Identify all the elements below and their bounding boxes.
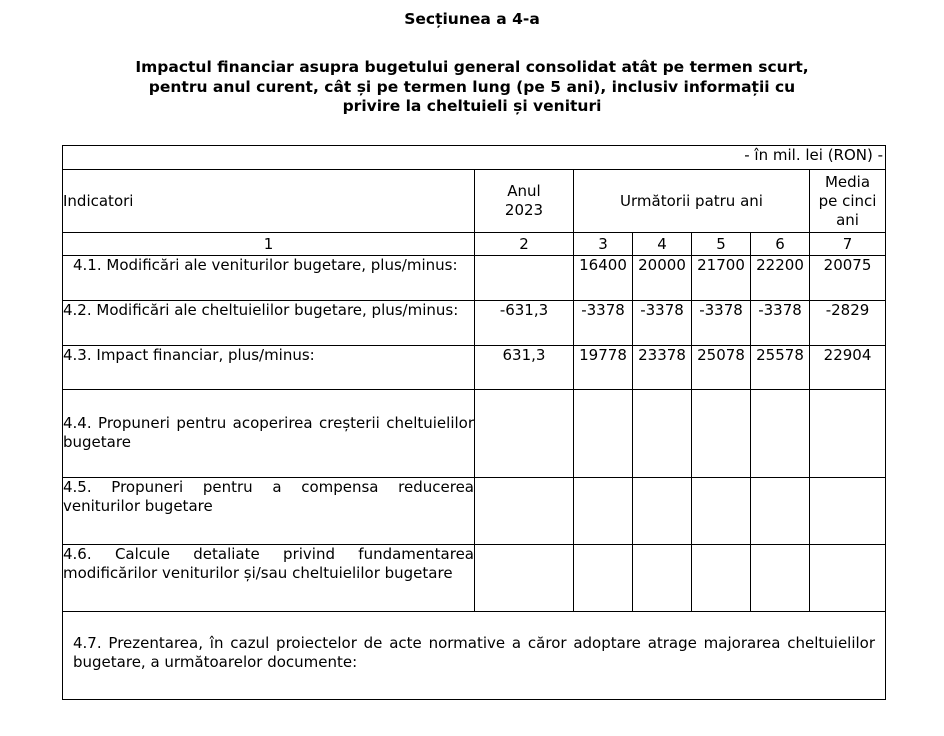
row-value bbox=[574, 478, 633, 545]
row-value bbox=[751, 545, 810, 612]
column-number-row bbox=[63, 233, 886, 256]
row-value bbox=[475, 256, 574, 301]
row-value: 21700 bbox=[692, 256, 751, 301]
row-label: 4.6. Calcule detaliate privind fundamentarea modificărilor veniturilor și/sau cheltuielilor bugetare bbox=[63, 545, 475, 612]
section-title: Secțiunea a 4-a bbox=[404, 10, 540, 28]
row-value bbox=[633, 545, 692, 612]
row-value: 20000 bbox=[633, 256, 692, 301]
heading-line-2: pentru anul curent, cât și pe termen lung (pe 5 ani), inclusiv informații cu bbox=[148, 77, 796, 96]
note-row bbox=[63, 612, 886, 700]
table-row bbox=[63, 301, 886, 346]
row-label: 4.4. Propuneri pentru acoperirea creșterii cheltuielilor bugetare bbox=[63, 390, 475, 478]
col-number: 1 bbox=[63, 233, 475, 256]
row-value bbox=[692, 545, 751, 612]
row-value bbox=[475, 478, 574, 545]
col-number: 5 bbox=[692, 233, 751, 256]
col-number: 2 bbox=[475, 233, 574, 256]
row-value bbox=[475, 545, 574, 612]
row-value: 16400 bbox=[574, 256, 633, 301]
header-media-line1: Media bbox=[824, 172, 871, 191]
header-media bbox=[810, 170, 886, 233]
unit-row bbox=[63, 146, 886, 170]
row-label: 4.3. Impact financiar, plus/minus: bbox=[63, 346, 475, 390]
row-value bbox=[633, 390, 692, 478]
row-value bbox=[810, 545, 886, 612]
documents-note: 4.7. Prezentarea, în cazul proiectelor de acte normative a căror adoptare atrage majorarea cheltuielilor bugetare, a următoarelor documente: bbox=[63, 612, 886, 700]
row-value: 25578 bbox=[751, 346, 810, 390]
row-value bbox=[692, 390, 751, 478]
row-value bbox=[751, 390, 810, 478]
row-value bbox=[475, 390, 574, 478]
header-media-line2: pe cinci bbox=[818, 191, 877, 210]
row-value: 19778 bbox=[574, 346, 633, 390]
table-row bbox=[63, 256, 886, 301]
row-value bbox=[810, 478, 886, 545]
row-value: -631,3 bbox=[475, 301, 574, 346]
row-value: -2829 bbox=[810, 301, 886, 346]
row-value: 25078 bbox=[692, 346, 751, 390]
row-value bbox=[810, 390, 886, 478]
col-number: 4 bbox=[633, 233, 692, 256]
col-number: 7 bbox=[810, 233, 886, 256]
row-value: -3378 bbox=[751, 301, 810, 346]
row-value: -3378 bbox=[692, 301, 751, 346]
row-value: -3378 bbox=[574, 301, 633, 346]
col-number: 6 bbox=[751, 233, 810, 256]
row-value bbox=[574, 545, 633, 612]
row-label: 4.5. Propuneri pentru a compensa reducerea veniturilor bugetare bbox=[63, 478, 475, 545]
header-row bbox=[63, 170, 886, 233]
table-row bbox=[63, 390, 886, 478]
row-value bbox=[574, 390, 633, 478]
header-media-line3: ani bbox=[836, 210, 859, 229]
row-value: 23378 bbox=[633, 346, 692, 390]
col-number: 3 bbox=[574, 233, 633, 256]
heading-line-3: privire la cheltuieli și venituri bbox=[342, 97, 602, 115]
heading-line-1: Impactul financiar asupra bugetului general consolidat atât pe termen scurt, bbox=[135, 58, 809, 76]
header-anul-line1: Anul bbox=[507, 182, 541, 200]
row-label: 4.1. Modificări ale veniturilor bugetare, plus/minus: bbox=[63, 256, 475, 301]
row-value: 20075 bbox=[810, 256, 886, 301]
table-row bbox=[63, 346, 886, 390]
row-value bbox=[633, 478, 692, 545]
header-urmatorii: Următorii patru ani bbox=[574, 170, 810, 233]
row-label: 4.2. Modificări ale cheltuielilor bugetare, plus/minus: bbox=[63, 301, 475, 346]
unit-label: - în mil. lei (RON) - bbox=[63, 146, 886, 170]
financial-impact-table bbox=[62, 145, 886, 700]
row-value bbox=[692, 478, 751, 545]
row-value bbox=[751, 478, 810, 545]
row-value: -3378 bbox=[633, 301, 692, 346]
header-anul-line2: 2023 bbox=[504, 201, 544, 219]
row-value: 22904 bbox=[810, 346, 886, 390]
table-heading bbox=[120, 58, 824, 117]
header-indicatori: Indicatori bbox=[63, 170, 475, 233]
row-value: 631,3 bbox=[475, 346, 574, 390]
header-anul bbox=[475, 170, 574, 233]
row-value: 22200 bbox=[751, 256, 810, 301]
table-row bbox=[63, 478, 886, 545]
table-row bbox=[63, 545, 886, 612]
